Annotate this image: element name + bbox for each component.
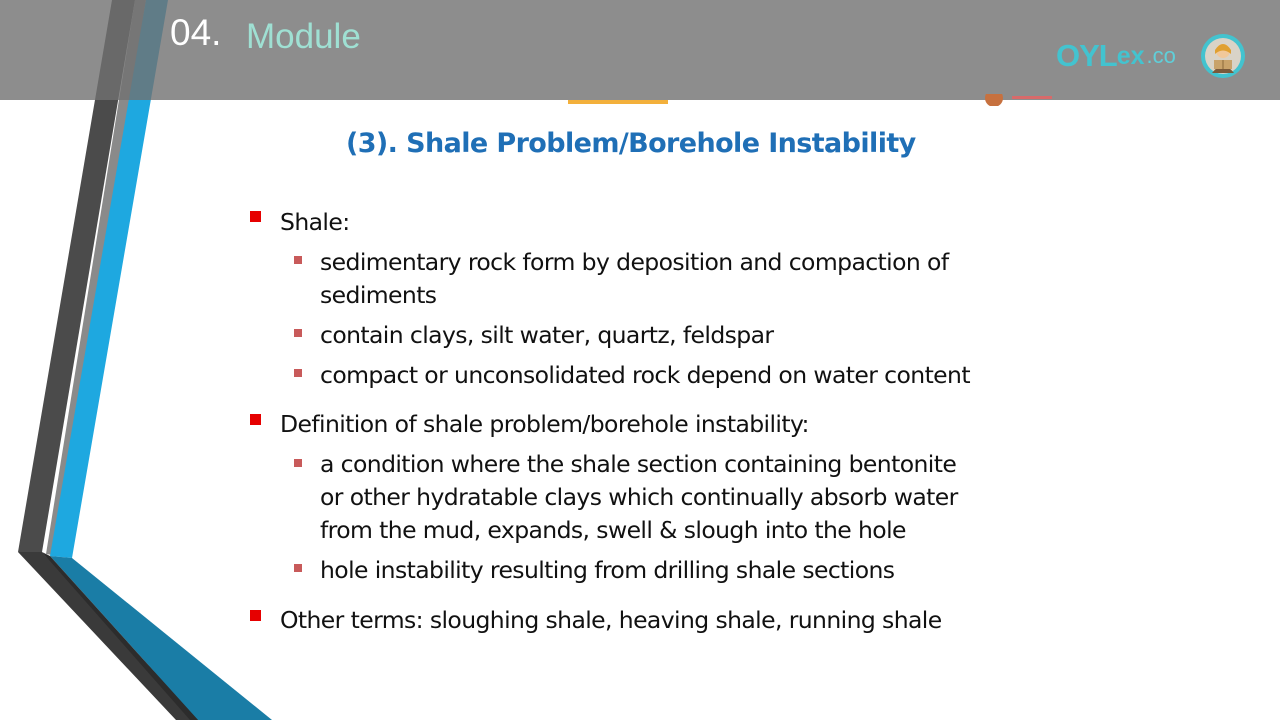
bullet-text: Definition of shale problem/borehole instability:	[280, 410, 809, 438]
logo-co-text: .co	[1146, 43, 1176, 68]
sub-bullet-marker	[294, 369, 302, 377]
sub-bullet-text: compact or unconsolidated rock depend on water content	[320, 361, 970, 389]
bullet-marker	[250, 414, 261, 425]
reading-person-icon	[1200, 33, 1246, 79]
bullet-marker	[250, 610, 261, 621]
slide-accent-bar	[568, 100, 668, 104]
module-label: Module	[246, 17, 361, 56]
sub-bullet-marker	[294, 329, 302, 337]
module-number: 04.	[170, 12, 222, 53]
sub-bullet-marker	[294, 256, 302, 264]
sub-bullet-text: from the mud, expands, swell & slough into the hole	[320, 516, 906, 544]
brand-logo	[1056, 34, 1176, 78]
stripe-shadow-lower	[42, 552, 198, 720]
bullet-text: Shale:	[280, 208, 350, 236]
bullet-text: Other terms: sloughing shale, heaving shale, running shale	[280, 606, 942, 634]
sub-bullet-text: or other hydratable clays which continually absorb water	[320, 483, 958, 511]
bullet-marker	[250, 211, 261, 222]
slide-emblem-icon	[982, 94, 1054, 106]
sub-bullet-text: sedimentary rock form by deposition and compaction of	[320, 248, 949, 276]
sub-bullet-text: hole instability resulting from drilling shale sections	[320, 556, 895, 584]
sub-bullet-text: sediments	[320, 281, 437, 309]
sub-bullet-text: a condition where the shale section containing bentonite	[320, 450, 957, 478]
sub-bullet-text: contain clays, silt water, quartz, feldspar	[320, 321, 774, 349]
sub-bullet-marker	[294, 459, 302, 467]
logo-ex-text: ex	[1116, 42, 1145, 70]
sub-bullet-marker	[294, 564, 302, 572]
slide-title: (3). Shale Problem/Borehole Instability	[346, 128, 916, 159]
logo-oyl-text: OYL	[1056, 38, 1117, 73]
